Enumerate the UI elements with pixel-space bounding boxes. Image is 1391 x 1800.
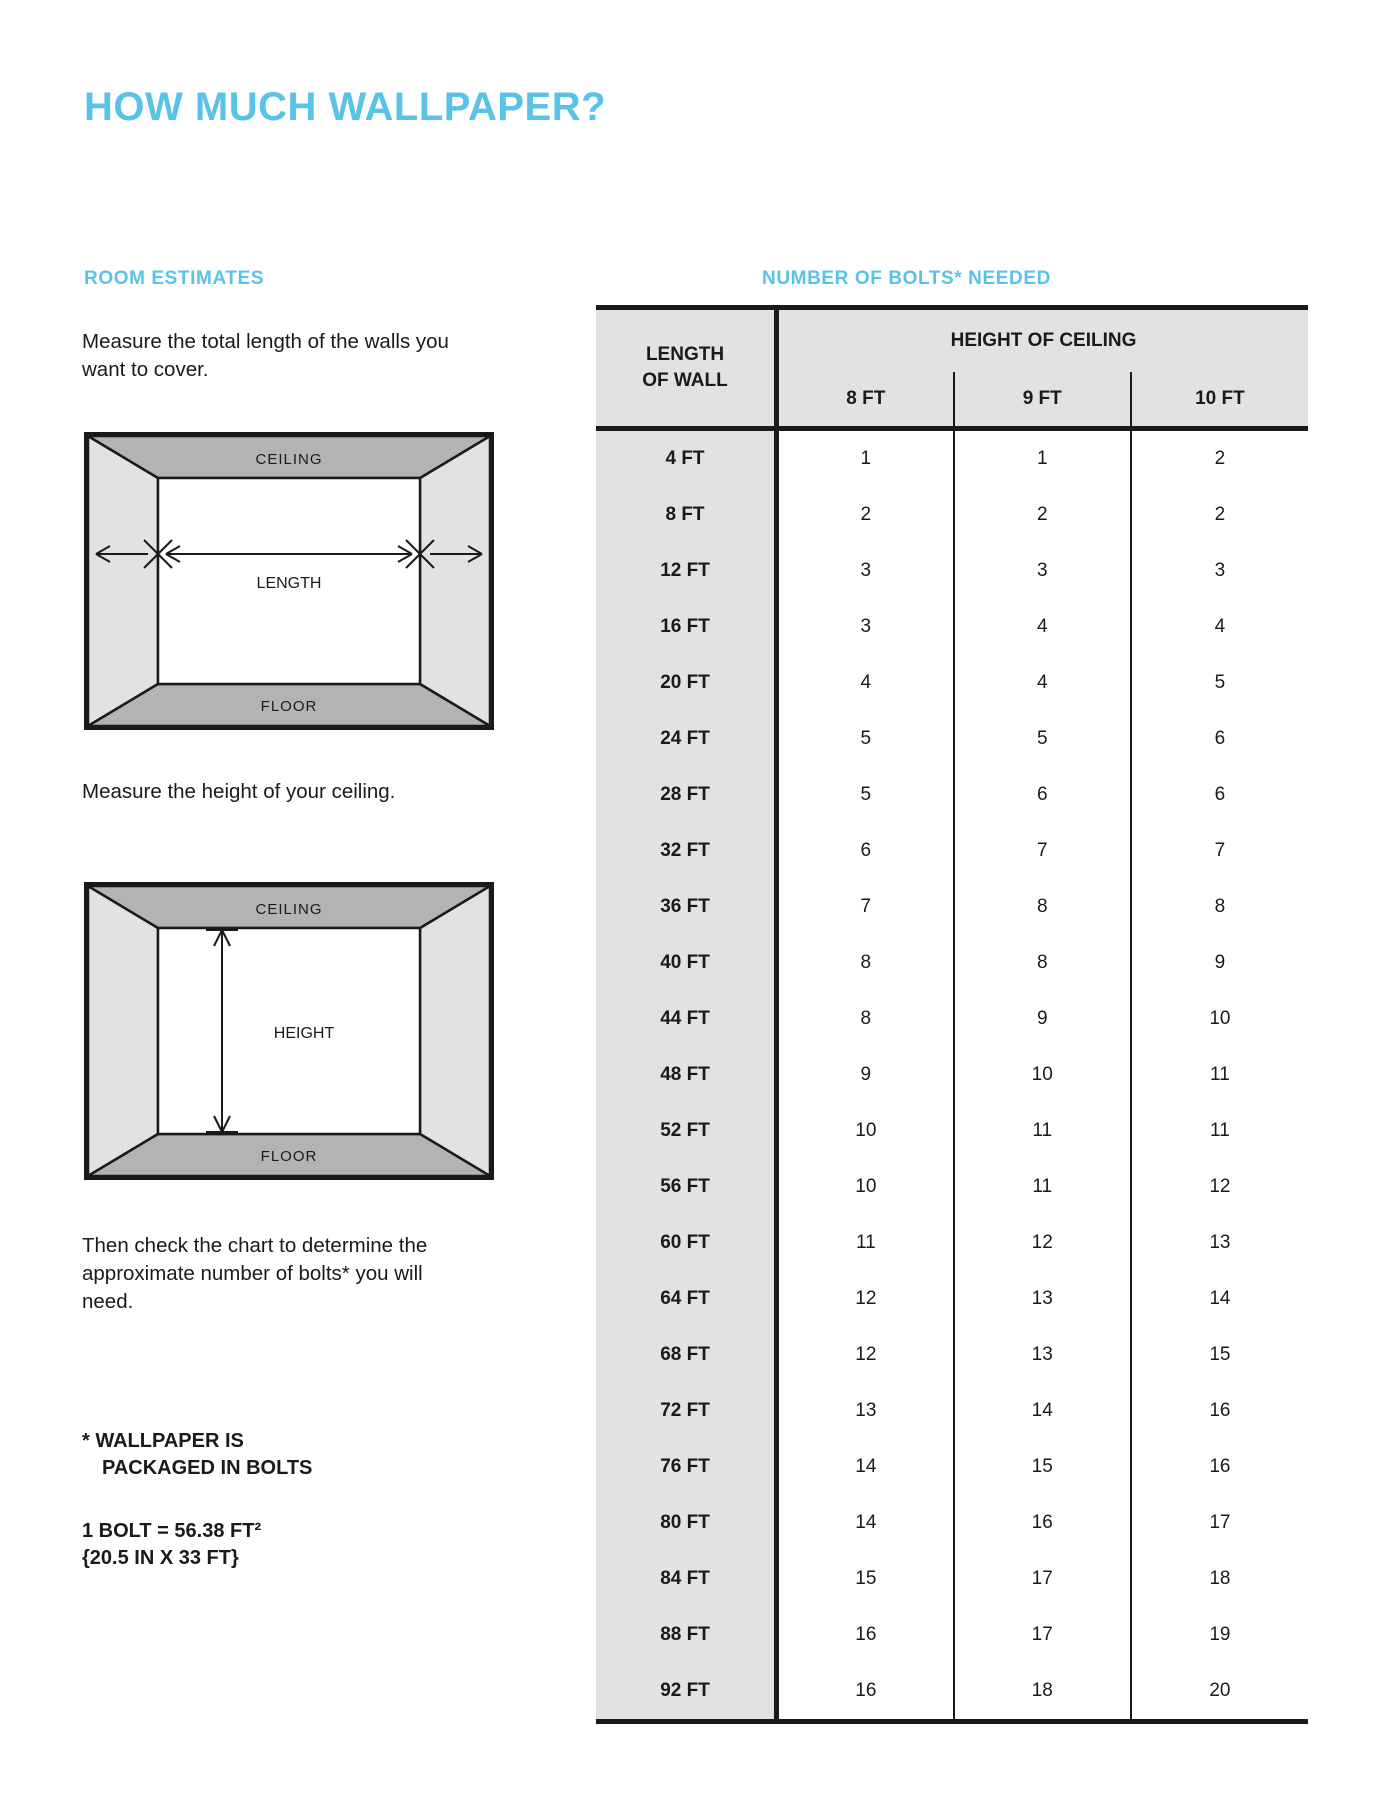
cell-8ft: 3	[777, 543, 954, 599]
table-row	[596, 1383, 1308, 1439]
cell-9ft: 1	[954, 429, 1131, 488]
cell-10ft: 17	[1131, 1495, 1308, 1551]
cell-9ft: 6	[954, 767, 1131, 823]
table-row	[596, 711, 1308, 767]
footnote-bolts	[82, 1428, 312, 1482]
cell-8ft: 1	[777, 429, 954, 488]
table-head	[596, 308, 1308, 429]
cell-9ft: 5	[954, 711, 1131, 767]
table-row	[596, 1607, 1308, 1663]
footnote-line-4: {20.5 IN X 33 FT}	[82, 1547, 239, 1569]
cell-8ft: 14	[777, 1495, 954, 1551]
table-row	[596, 935, 1308, 991]
table-row	[596, 1495, 1308, 1551]
bolts-table-container	[596, 305, 1308, 1724]
cell-10ft: 14	[1131, 1271, 1308, 1327]
left-wall-shape	[88, 886, 158, 1176]
cell-8ft: 4	[777, 655, 954, 711]
row-label: 8 FT	[596, 487, 777, 543]
cell-8ft: 8	[777, 991, 954, 1047]
cell-10ft: 4	[1131, 599, 1308, 655]
room-height-svg	[88, 886, 490, 1176]
row-label: 52 FT	[596, 1103, 777, 1159]
cell-10ft: 2	[1131, 487, 1308, 543]
table-row	[596, 1439, 1308, 1495]
row-label: 80 FT	[596, 1495, 777, 1551]
floor-label: FLOOR	[260, 698, 318, 715]
row-label: 64 FT	[596, 1271, 777, 1327]
cell-9ft: 13	[954, 1271, 1131, 1327]
cell-9ft: 9	[954, 991, 1131, 1047]
row-label: 32 FT	[596, 823, 777, 879]
row-label: 40 FT	[596, 935, 777, 991]
table-row	[596, 429, 1308, 488]
cell-8ft: 7	[777, 879, 954, 935]
row-label: 16 FT	[596, 599, 777, 655]
row-label: 60 FT	[596, 1215, 777, 1271]
room-diagram-height	[84, 882, 494, 1180]
cell-9ft: 7	[954, 823, 1131, 879]
row-label: 56 FT	[596, 1159, 777, 1215]
table-row	[596, 1215, 1308, 1271]
cell-8ft: 13	[777, 1383, 954, 1439]
row-label: 28 FT	[596, 767, 777, 823]
col-header-10ft: 10 FT	[1131, 372, 1308, 429]
cell-10ft: 12	[1131, 1159, 1308, 1215]
table-row	[596, 1103, 1308, 1159]
ceiling-label: CEILING	[255, 451, 323, 468]
instruction-step-3: Then check the chart to determine the approximate number of bolts* you will need.	[82, 1234, 428, 1313]
cell-10ft: 8	[1131, 879, 1308, 935]
room-length-svg	[88, 436, 490, 726]
row-label: 20 FT	[596, 655, 777, 711]
cell-9ft: 2	[954, 487, 1131, 543]
cell-10ft: 20	[1131, 1663, 1308, 1722]
table-row	[596, 991, 1308, 1047]
table-row	[596, 767, 1308, 823]
cell-10ft: 11	[1131, 1047, 1308, 1103]
cell-9ft: 17	[954, 1551, 1131, 1607]
table-row	[596, 487, 1308, 543]
cell-10ft: 13	[1131, 1215, 1308, 1271]
room-diagram-length	[84, 432, 494, 730]
left-wall-shape	[88, 436, 158, 726]
cell-9ft: 11	[954, 1103, 1131, 1159]
cell-10ft: 15	[1131, 1327, 1308, 1383]
row-label: 48 FT	[596, 1047, 777, 1103]
table-row	[596, 1271, 1308, 1327]
cell-9ft: 13	[954, 1327, 1131, 1383]
right-wall-shape	[420, 436, 490, 726]
cell-10ft: 7	[1131, 823, 1308, 879]
ceiling-label: CEILING	[255, 901, 323, 918]
cell-8ft: 12	[777, 1271, 954, 1327]
row-label: 88 FT	[596, 1607, 777, 1663]
cell-10ft: 6	[1131, 767, 1308, 823]
row-label: 36 FT	[596, 879, 777, 935]
table-row	[596, 1047, 1308, 1103]
floor-label: FLOOR	[260, 1148, 318, 1165]
footnote-line-1: * WALLPAPER IS	[82, 1430, 244, 1452]
height-measure-label: HEIGHT	[273, 1025, 335, 1042]
table-row	[596, 655, 1308, 711]
row-label: 72 FT	[596, 1383, 777, 1439]
cell-8ft: 6	[777, 823, 954, 879]
section-heading-bolts-needed: NUMBER OF BOLTS* NEEDED	[762, 268, 1051, 289]
row-label: 92 FT	[596, 1663, 777, 1722]
cell-10ft: 19	[1131, 1607, 1308, 1663]
footnote-bolt-size	[82, 1518, 261, 1572]
cell-9ft: 4	[954, 599, 1131, 655]
cell-8ft: 2	[777, 487, 954, 543]
row-label: 76 FT	[596, 1439, 777, 1495]
cell-10ft: 6	[1131, 711, 1308, 767]
cell-9ft: 17	[954, 1607, 1131, 1663]
row-label: 84 FT	[596, 1551, 777, 1607]
cell-8ft: 10	[777, 1103, 954, 1159]
cell-8ft: 5	[777, 767, 954, 823]
table-header-row-group	[596, 308, 1308, 373]
cell-10ft: 2	[1131, 429, 1308, 488]
cell-10ft: 5	[1131, 655, 1308, 711]
table-row	[596, 599, 1308, 655]
cell-8ft: 16	[777, 1663, 954, 1722]
cell-10ft: 3	[1131, 543, 1308, 599]
page-title: HOW MUCH WALLPAPER?	[84, 84, 607, 129]
cell-8ft: 9	[777, 1047, 954, 1103]
cell-9ft: 10	[954, 1047, 1131, 1103]
row-label: 24 FT	[596, 711, 777, 767]
table-row	[596, 1663, 1308, 1722]
col-header-8ft: 8 FT	[777, 372, 954, 429]
cell-9ft: 3	[954, 543, 1131, 599]
row-label: 44 FT	[596, 991, 777, 1047]
table-body	[596, 429, 1308, 1722]
cell-8ft: 16	[777, 1607, 954, 1663]
table-row	[596, 543, 1308, 599]
row-header-line-1: LENGTH	[645, 344, 725, 365]
cell-9ft: 8	[954, 879, 1131, 935]
footnote-line-2: PACKAGED IN BOLTS	[102, 1457, 313, 1479]
cell-10ft: 16	[1131, 1439, 1308, 1495]
table-row	[596, 1159, 1308, 1215]
row-label: 12 FT	[596, 543, 777, 599]
section-heading-room-estimates: ROOM ESTIMATES	[84, 268, 265, 289]
footnote-line-3: 1 BOLT = 56.38 FT²	[82, 1520, 262, 1542]
cell-10ft: 18	[1131, 1551, 1308, 1607]
row-label: 4 FT	[596, 429, 777, 488]
cell-8ft: 15	[777, 1551, 954, 1607]
cell-9ft: 12	[954, 1215, 1131, 1271]
cell-8ft: 11	[777, 1215, 954, 1271]
cell-9ft: 14	[954, 1383, 1131, 1439]
length-measure-label: LENGTH	[256, 575, 322, 592]
cell-8ft: 12	[777, 1327, 954, 1383]
cell-10ft: 9	[1131, 935, 1308, 991]
col-group-header-height-of-ceiling: HEIGHT OF CEILING	[777, 308, 1309, 373]
cell-9ft: 18	[954, 1663, 1131, 1722]
cell-8ft: 5	[777, 711, 954, 767]
cell-8ft: 3	[777, 599, 954, 655]
row-header-length-of-wall	[596, 308, 777, 429]
col-header-9ft: 9 FT	[954, 372, 1131, 429]
cell-9ft: 16	[954, 1495, 1131, 1551]
instruction-step-2: Measure the height of your ceiling.	[82, 780, 396, 803]
cell-10ft: 10	[1131, 991, 1308, 1047]
cell-9ft: 11	[954, 1159, 1131, 1215]
cell-9ft: 15	[954, 1439, 1131, 1495]
table-row	[596, 1327, 1308, 1383]
cell-8ft: 14	[777, 1439, 954, 1495]
row-header-line-2: OF WALL	[642, 370, 728, 391]
cell-10ft: 11	[1131, 1103, 1308, 1159]
cell-9ft: 4	[954, 655, 1131, 711]
right-wall-shape	[420, 886, 490, 1176]
table-row	[596, 879, 1308, 935]
bolts-table	[596, 305, 1308, 1724]
cell-8ft: 8	[777, 935, 954, 991]
cell-8ft: 10	[777, 1159, 954, 1215]
table-row	[596, 823, 1308, 879]
row-label: 68 FT	[596, 1327, 777, 1383]
instruction-step-1: Measure the total length of the walls you want to cover.	[82, 330, 449, 381]
table-row	[596, 1551, 1308, 1607]
cell-10ft: 16	[1131, 1383, 1308, 1439]
cell-9ft: 8	[954, 935, 1131, 991]
